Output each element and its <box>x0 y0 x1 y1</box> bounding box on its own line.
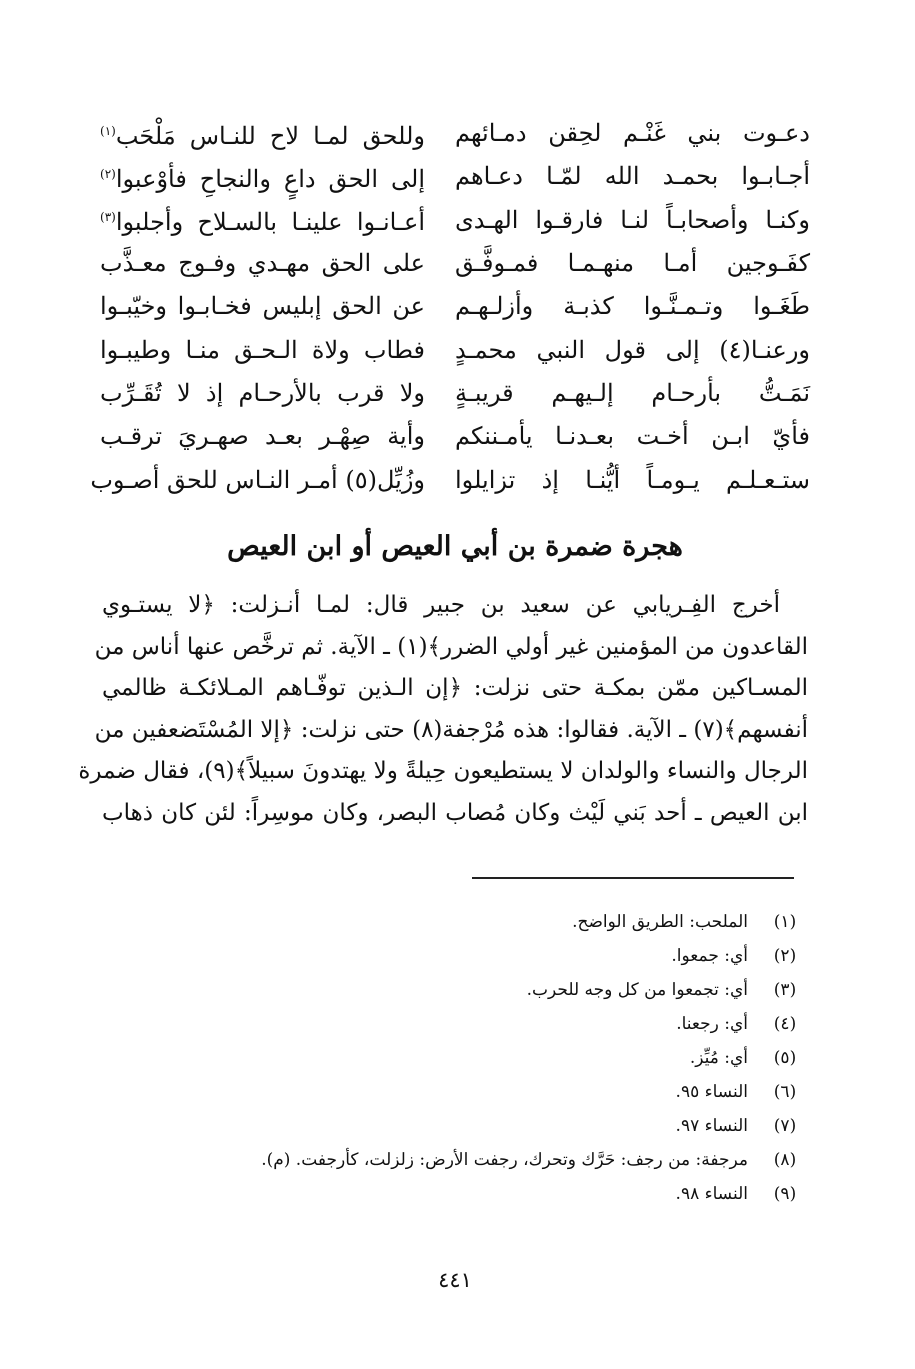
verse-first-hemistich: ستـعـلـم يـومـاً أيُّنـا إذ تزايلوا <box>455 465 810 494</box>
footnote-number: (٢) <box>773 946 797 966</box>
verse-first-hemistich: كفَـوجين أمـا منهـمـا فمـوفَّـق <box>455 249 810 278</box>
verse-second-hemistich: على الحق مهـدي وفـوج معـذَّب <box>100 249 425 278</box>
footnote <box>110 1109 810 1143</box>
footnote <box>110 1075 810 1109</box>
footnote-text: الملحب: الطريق الواضح. <box>572 912 748 932</box>
poem-verse <box>100 155 810 198</box>
footnote <box>110 1007 810 1041</box>
poem-verse <box>100 372 810 415</box>
poem-verse <box>100 285 810 328</box>
paragraph-line: أخرج الفِـريابي عن سعيد بن جبير قال: لمـا أنـزلت: ﴿لا يستـوي <box>102 592 780 618</box>
poem-verse <box>100 328 810 371</box>
paragraph-line: ابن العيص ـ أحد بَني لَيْث وكان مُصاب البصر، وكان موسِراً: لئن كان ذهاب <box>102 799 808 826</box>
verse-first-hemistich: طَغَـوا وتـمـنَّـوا كذبـة وأزلـهـم <box>455 292 810 321</box>
footnote <box>110 973 810 1007</box>
verse-first-hemistich: نَمَـتُّ بأرحـام إلـيهـم قريبـةٍ <box>455 378 810 407</box>
poem-verse <box>100 112 810 155</box>
verse-second-hemistich: وزُيِّل(٥) أمـر النـاس للحق أصـوب <box>90 465 425 494</box>
footnote-marker: (١) <box>100 123 116 138</box>
footnote <box>110 1143 810 1177</box>
footnote <box>110 939 810 973</box>
paragraph-line: المسـاكين ممّن بمكـة حتى نزلت: ﴿إن الـذين توفّـاهم المـلائكـة ظالمي <box>102 675 808 701</box>
footnote-number: (٤) <box>773 1014 797 1034</box>
poem <box>90 112 810 502</box>
footnote-text: أي: جمعوا. <box>671 946 748 966</box>
footnote-text: أي: تجمعوا من كل وجه للحرب. <box>526 980 748 1000</box>
verse-second-hemistich: وللحق لمـا لاح للنـاس مَلْحَب$^{(١)}$ <box>100 121 425 150</box>
footnote-number: (١) <box>773 912 797 932</box>
paragraph-line: أنفسهم﴾(٧) ـ الآية. فقالوا: هذه مُرْجفة(٨) حتى نزلت: ﴿إلا المُسْتَضعفين من <box>94 716 808 743</box>
footnote-text: النساء ٩٥. <box>675 1082 748 1102</box>
footnote-marker: (٢) <box>100 166 116 181</box>
footnote-text: أي: مُيِّز. <box>689 1048 748 1068</box>
verse-second-hemistich: وأية صِهْـر بعـد صهـريَ ترقـب <box>100 422 425 451</box>
footnote-separator <box>472 877 794 879</box>
verse-first-hemistich: دعـوت بني غَنْـم لحِقن دمـائهم <box>455 119 810 148</box>
footnote-number: (٦) <box>773 1082 797 1102</box>
footnotes <box>110 905 810 1211</box>
verse-first-hemistich: ورعنـا(٤) إلى قول النبي محمـدٍ <box>455 335 810 364</box>
footnote-number: (٧) <box>773 1116 797 1136</box>
page-number: ٤٤١ <box>438 1268 472 1292</box>
verse-first-hemistich: أجـابـوا بحمـد الله لمّـا دعـاهم <box>455 162 810 191</box>
footnote <box>110 1177 810 1211</box>
section-heading: هجرة ضمرة بن أبي العيص أو ابن العيص <box>227 531 683 562</box>
footnote-number: (٩) <box>773 1184 797 1204</box>
verse-second-hemistich: ولا قرب بالأرحـام إذ لا تُقَـرِّب <box>100 378 425 407</box>
verse-first-hemistich: وكنـا وأصحابـاً لنـا فارقـوا الهـدى <box>455 205 810 234</box>
paragraph-line: الرجال والنساء والولدان لا يستطيعون حِيلةً ولا يهتدونَ سبيلاً﴾(٩)، فقال ضمرة <box>78 758 808 784</box>
footnote-text: مرجفة: من رجف: حَرَّك وتحرك، رجفت الأرض: زلزلت، كأرجفت. (م). <box>261 1150 748 1170</box>
footnote-number: (٥) <box>773 1048 797 1068</box>
verse-first-hemistich: فأيّ ابـن أخـت بعـدنـا يأمـننكم <box>455 422 810 451</box>
paragraph-line: القاعدون من المؤمنين غير أولي الضرر﴾(١) ـ الآية. ثم ترخَّص عنها أناس من <box>94 633 808 660</box>
footnote <box>110 905 810 939</box>
verse-second-hemistich: فطاب ولاة الـحـق منـا وطيبـوا <box>100 335 425 364</box>
footnote-text: أي: رجعنا. <box>676 1014 748 1034</box>
footnote-number: (٨) <box>773 1150 797 1170</box>
poem-verse <box>100 242 810 285</box>
poem-verse <box>100 415 810 458</box>
poem-verse <box>100 199 810 242</box>
footnote <box>110 1041 810 1075</box>
footnote-marker: (٣) <box>100 210 116 225</box>
verse-second-hemistich: أعـانـوا علينـا بالسـلاح وأجلبوا$^{(٣)}$ <box>100 208 425 237</box>
footnote-text: النساء ٩٨. <box>675 1184 748 1204</box>
body-paragraph <box>78 585 808 834</box>
verse-second-hemistich: إلى الحق داعٍ والنجاحِ فأوْعبوا$^{(٢)}$ <box>100 164 425 193</box>
poem-verse <box>90 458 810 501</box>
footnote-number: (٣) <box>773 980 797 1000</box>
verse-second-hemistich: عن الحق إبليس فخـابـوا وخيّبـوا <box>100 292 425 321</box>
footnote-text: النساء ٩٧. <box>675 1116 748 1136</box>
